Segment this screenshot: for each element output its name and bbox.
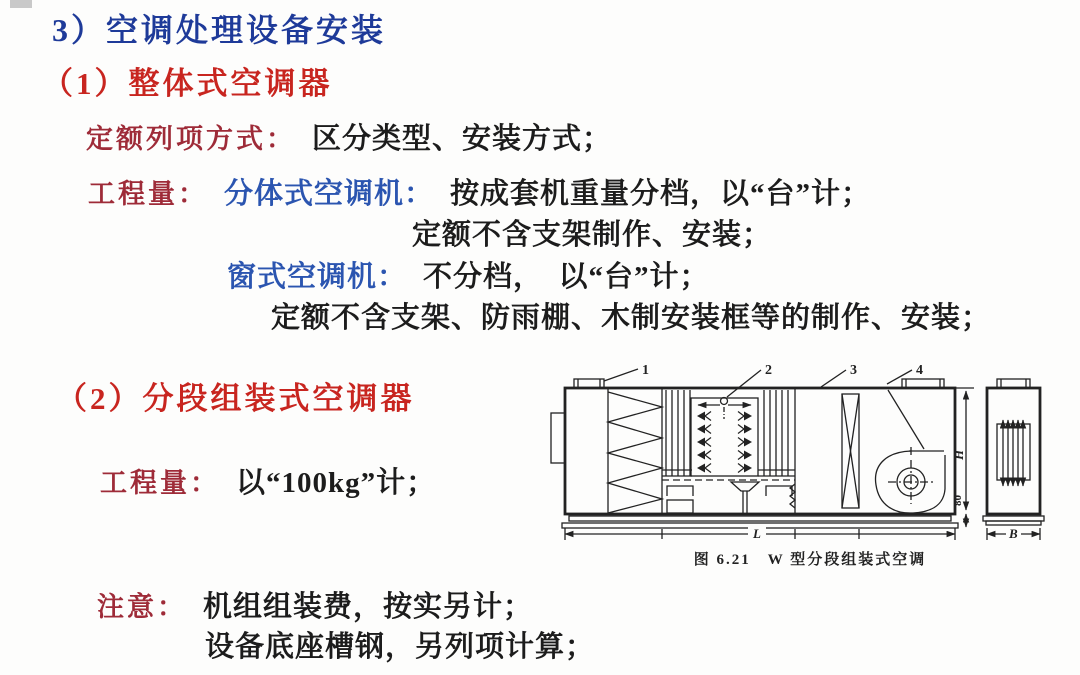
- window-note: 定额不含支架、防雨棚、木制安装框等的制作、安装；: [271, 302, 992, 334]
- w-filter-zigzag: [608, 392, 662, 513]
- split-label: 分体式空调机：: [224, 178, 435, 210]
- pricing-label: 定额列项方式：: [86, 124, 296, 154]
- coil-bank-left: [662, 390, 692, 476]
- note-label: 注意：: [97, 592, 187, 622]
- callout-3: [821, 363, 857, 387]
- window-label: 窗式空调机：: [227, 261, 408, 293]
- pricing-text: 区分类型、安装方式；: [312, 123, 613, 155]
- dimension-width: [987, 526, 1040, 541]
- unit-casing: [565, 388, 955, 514]
- section2-heading: （2）分段组装式空调器: [56, 381, 415, 416]
- section1-heading: （1）整体式空调器: [42, 66, 333, 101]
- dim-l-label: L: [753, 526, 761, 541]
- callout-4: [887, 363, 923, 384]
- split-text: 按成套机重量分档，以“台”计；: [450, 178, 872, 210]
- ahu-diagram: [545, 356, 1075, 571]
- callout-3-label: 3: [850, 363, 857, 378]
- qty-label: 工程量：: [88, 179, 208, 209]
- window-text: 不分档， 以“台”计；: [423, 261, 710, 293]
- figure-caption: 图 6.21 W 型分段组装式空调: [693, 552, 927, 568]
- dim-80-label: 80: [952, 495, 964, 506]
- note-text1: 机组组装费，按实另计；: [203, 591, 534, 623]
- dim-b-label: B: [1009, 526, 1018, 541]
- callout-2: [727, 363, 772, 397]
- end-view-coil: [1003, 420, 1023, 486]
- damper-section: [842, 394, 859, 508]
- callout-2-label: 2: [765, 363, 772, 378]
- callout-4-label: 4: [916, 363, 923, 378]
- end-view: [983, 379, 1044, 525]
- qty2-line: [100, 467, 436, 500]
- slide-title: 3）空调处理设备安装: [52, 12, 387, 48]
- scan-artifact: [10, 0, 32, 8]
- callout-1: [604, 363, 649, 381]
- window-qty-line: [227, 261, 710, 294]
- drain-pan: [662, 480, 795, 513]
- note-line1: [97, 591, 533, 624]
- spray-chamber: [691, 398, 758, 477]
- left-flange: [551, 413, 565, 463]
- qty2-text: 以“100kg”计；: [236, 467, 437, 499]
- split-note: 定额不含支架制作、安装；: [412, 219, 773, 251]
- note-line2: 设备底座槽钢，另列项计算；: [205, 631, 596, 663]
- dim-h-label: H: [951, 449, 966, 460]
- fan-section: [876, 379, 945, 513]
- callout-1-label: 1: [642, 363, 649, 378]
- split-qty-line: [88, 178, 871, 211]
- pricing-line: [86, 123, 612, 156]
- coil-bank-right: [758, 390, 795, 476]
- qty2-label: 工程量：: [100, 468, 220, 498]
